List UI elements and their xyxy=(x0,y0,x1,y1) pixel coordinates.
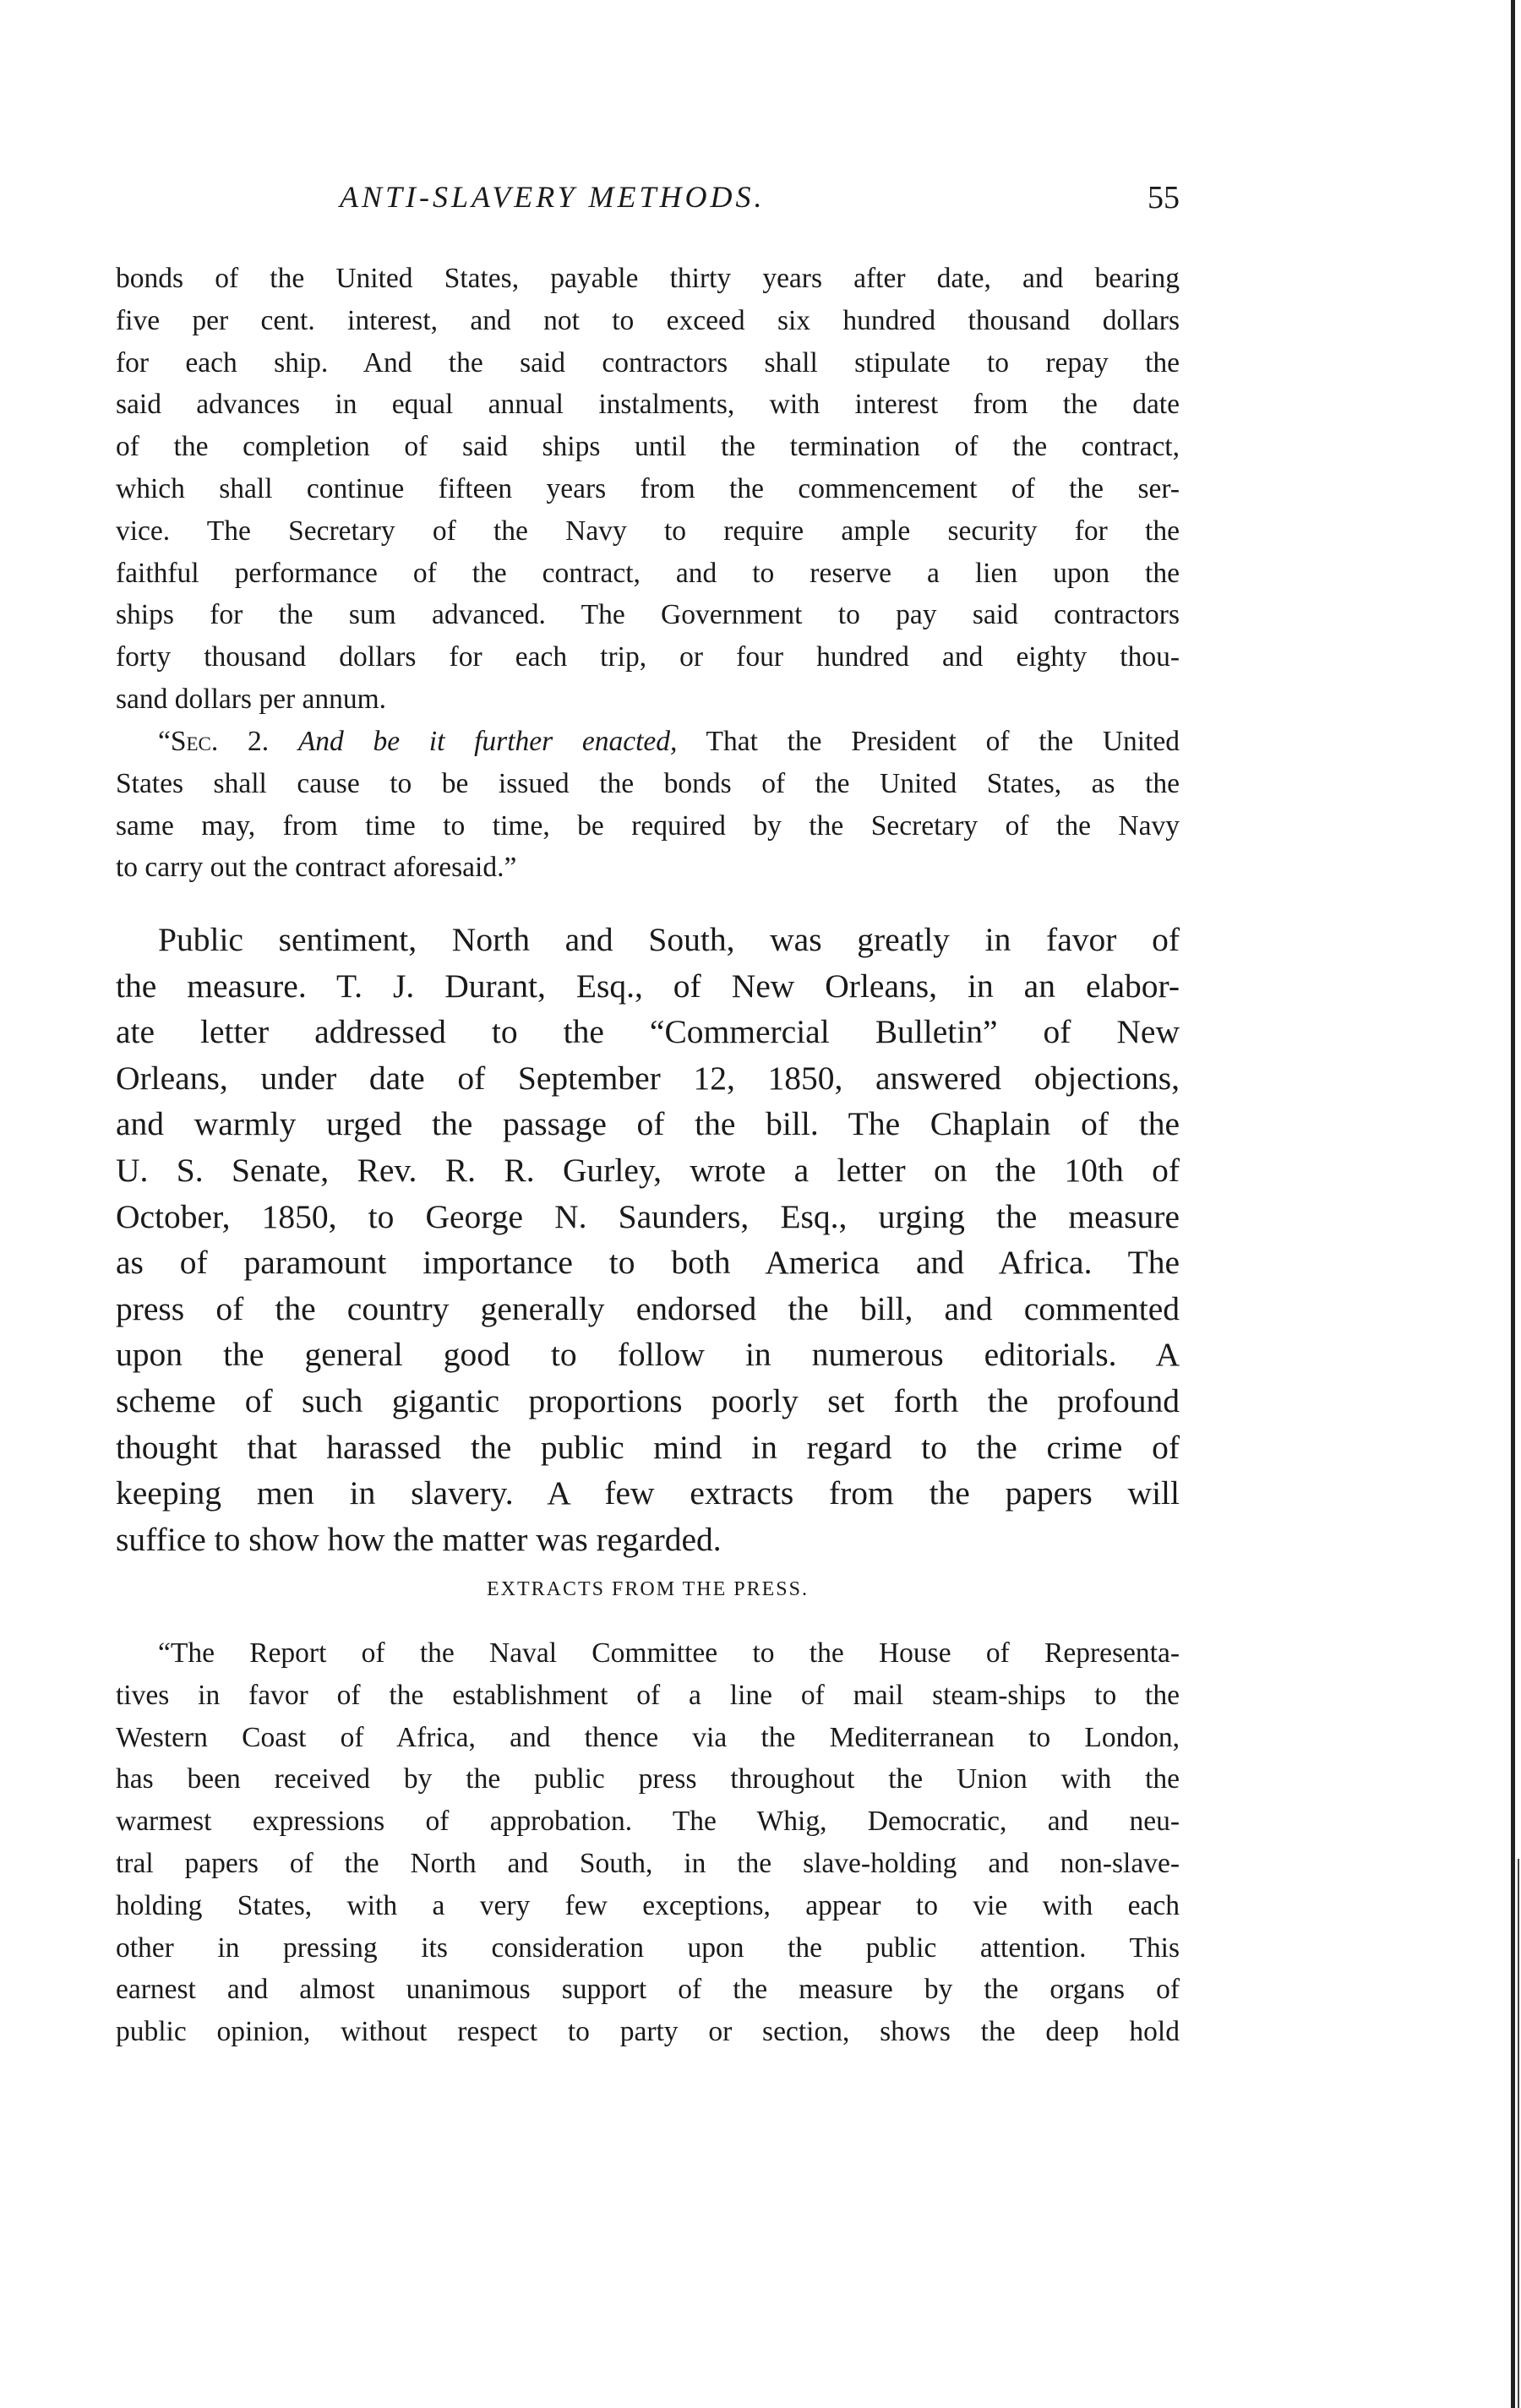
text-line: same may, from time to time, be required by the Secretary of the Navy xyxy=(116,809,1180,842)
text-line: forty thousand dollars for each trip, or four hundred and eighty thou- xyxy=(116,641,1180,673)
text-line: press of the country generally endorsed the bill, and commented xyxy=(116,1289,1180,1327)
text-line: tives in favor of the establishment of a line of mail steam-ships to the xyxy=(116,1679,1180,1711)
text-line: other in pressing its consideration upon the public attention. This xyxy=(116,1931,1180,1964)
running-head xyxy=(116,179,1180,230)
text-line: warmest expressions of approbation. The Whig, Democratic, and neu- xyxy=(116,1806,1180,1838)
text-line: to carry out the contract aforesaid.” xyxy=(116,852,517,884)
text-line: thought that harassed the public mind in regard to the crime of xyxy=(116,1428,1180,1466)
open-quote: “ xyxy=(158,726,171,757)
text-line: sand dollars per annum. xyxy=(116,683,387,715)
page-number: 55 xyxy=(1148,180,1180,215)
text-line: upon the general good to follow in numerous editorials. A xyxy=(116,1336,1180,1374)
text-line: which shall continue fifteen years from the commencement of the ser- xyxy=(116,472,1180,504)
text-line: of the completion of said ships until the termination of the contract, xyxy=(116,431,1180,463)
page-edge-border xyxy=(1511,0,1515,2408)
text-line: five per cent. interest, and not to exceed six hundred thousand dollars xyxy=(116,304,1180,336)
text-line: has been received by the public press throughout the Union with the xyxy=(116,1763,1180,1795)
text-line: Western Coast of Africa, and thence via the Mediterranean to London, xyxy=(116,1721,1180,1753)
text-line: Orleans, under date of September 12, 1850, answered objections, xyxy=(116,1059,1180,1097)
text-line: U. S. Senate, Rev. R. R. Gurley, wrote a letter on the 10th of xyxy=(116,1151,1180,1189)
text-line: said advances in equal annual instalments, with interest from the date xyxy=(116,389,1180,421)
text-line: Public sentiment, North and South, was greatly in favor of xyxy=(158,921,1180,958)
press-extract xyxy=(116,1632,1180,2053)
italic-enactment: And be it further enacted, xyxy=(297,726,678,757)
text-line: suffice to show how the matter was regarded. xyxy=(116,1520,722,1558)
text-line: earnest and almost unanimous support of the measure by the organs of xyxy=(116,1974,1180,2006)
text-line: ate letter addressed to the “Commercial Bulletin” of New xyxy=(116,1013,1180,1051)
text-line: public opinion, without respect to party or section, shows the deep hold xyxy=(116,2016,1180,2048)
page-edge-shadow xyxy=(1518,1859,1519,2408)
text-line: October, 1850, to George N. Saunders, Esq., urging the measure xyxy=(116,1197,1180,1235)
text-line: the measure. T. J. Durant, Esq., of New Orleans, in an elabor- xyxy=(116,967,1180,1005)
bill-continuation xyxy=(116,258,1180,721)
text-line: tral papers of the North and South, in the slave-holding and non-slave- xyxy=(116,1847,1180,1879)
text-line: States shall cause to be issued the bonds of the United States, as the xyxy=(116,767,1180,799)
text-line: “The Report of the Naval Committee to the House of Representa- xyxy=(158,1637,1180,1669)
text-fragment: That the President of the United xyxy=(706,726,1180,757)
text-line: scheme of such gigantic proportions poorly set forth the profound xyxy=(116,1381,1180,1419)
text-line: as of paramount importance to both America and Africa. The xyxy=(116,1244,1180,1282)
text-line: faithful performance of the contract, and to reserve a lien upon the xyxy=(116,557,1180,589)
section-label: Sec. 2. xyxy=(170,726,270,757)
main-paragraph xyxy=(116,917,1180,1562)
text-line: ships for the sum advanced. The Government to pay said contractors xyxy=(116,599,1180,631)
text-line: for each ship. And the said contractors shall stipulate to repay the xyxy=(116,346,1180,379)
text-line: vice. The Secretary of the Navy to require ample security for the xyxy=(116,515,1180,547)
section-2-quote xyxy=(116,721,1180,889)
text-line: holding States, with a very few exceptions, appear to vie with each xyxy=(116,1889,1180,1921)
text-line: and warmly urged the passage of the bill. The Chaplain of the xyxy=(116,1105,1180,1143)
text-line: bonds of the United States, payable thirty years after date, and bearing xyxy=(116,263,1180,294)
running-title: ANTI-SLAVERY METHODS. xyxy=(340,180,766,214)
section-2-first-line xyxy=(116,721,1180,763)
section-heading: EXTRACTS FROM THE PRESS. xyxy=(487,1578,809,1600)
text-line: keeping men in slavery. A few extracts from the papers will xyxy=(116,1474,1180,1512)
